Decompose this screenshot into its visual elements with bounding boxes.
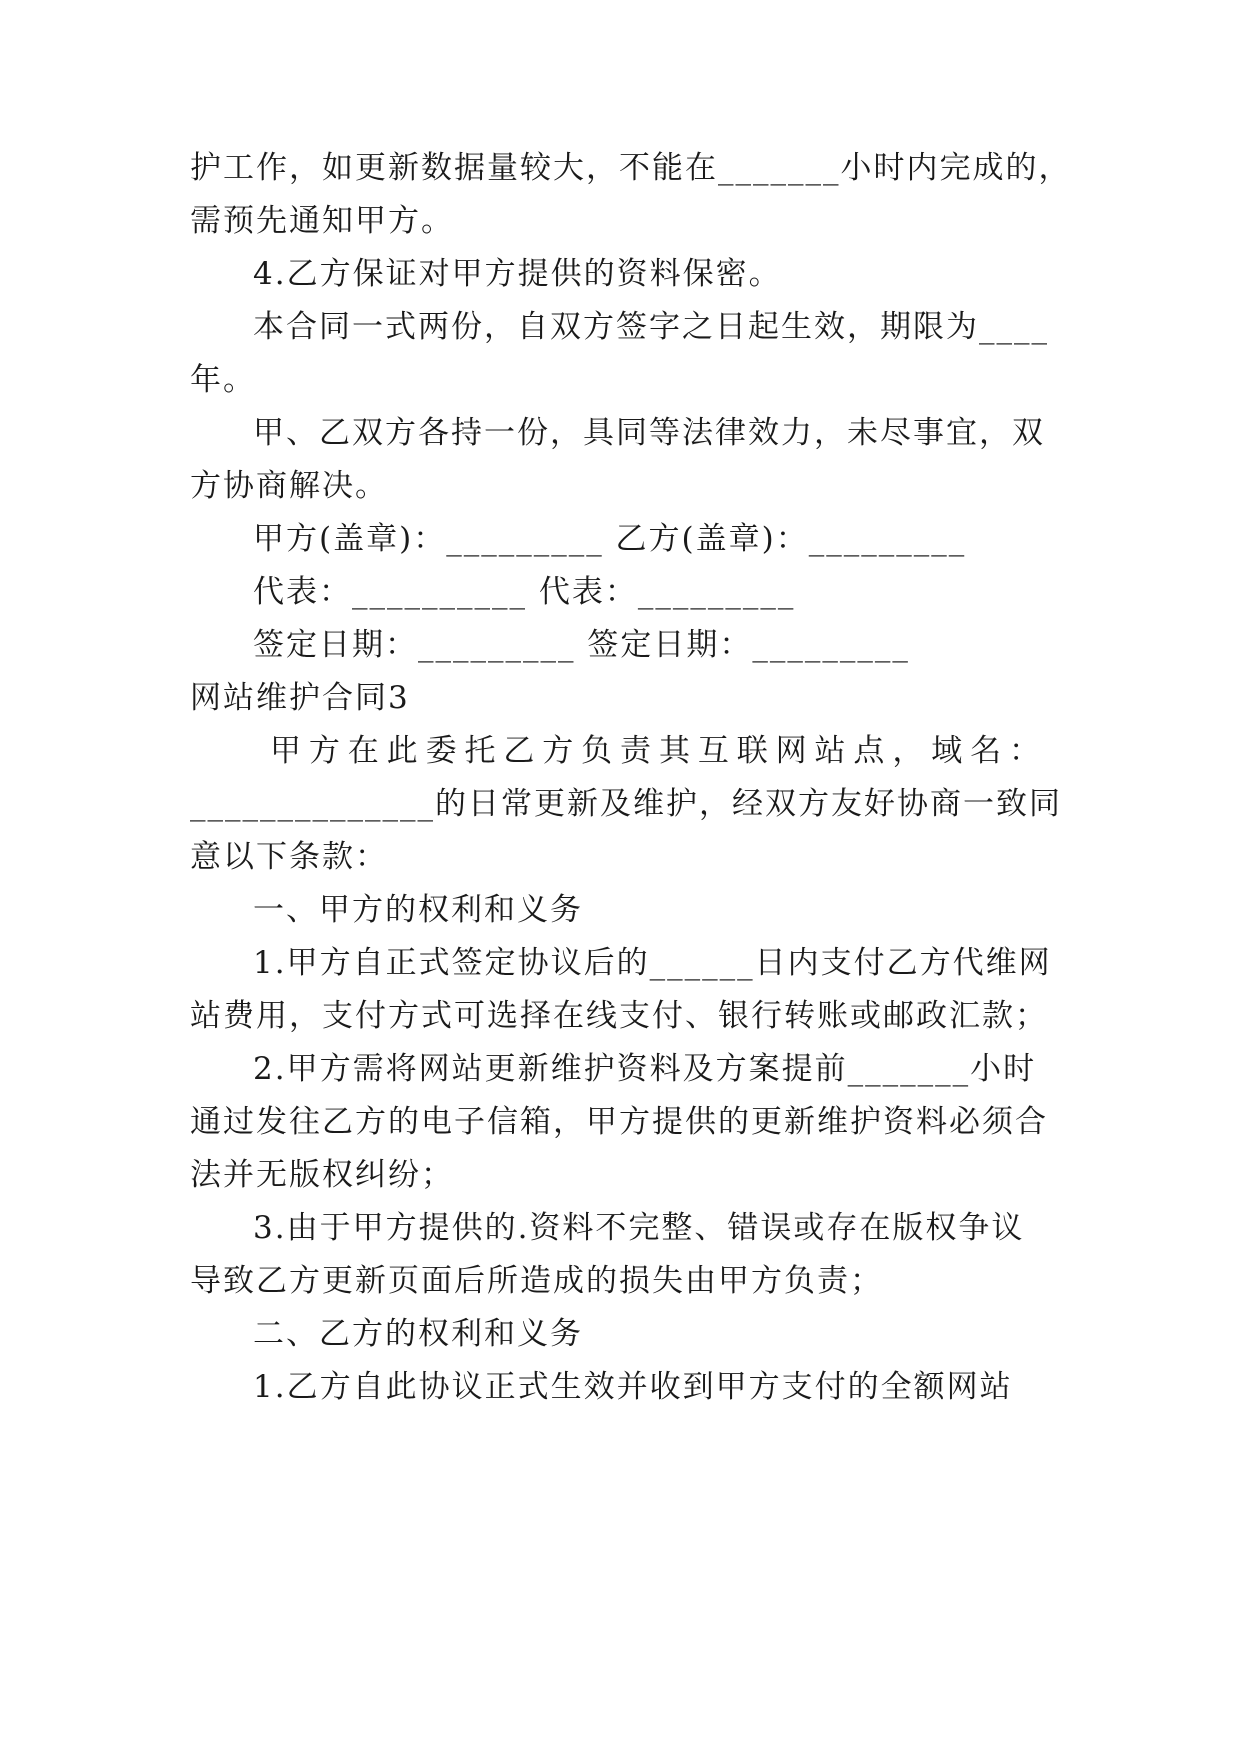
text-line: 4.乙方保证对甲方提供的资料保密。 xyxy=(253,256,782,292)
text-line: 本合同一式两份，自双方签字之日起生效，期限为____ xyxy=(253,309,1049,345)
text-line: 通过发往乙方的电子信箱，甲方提供的更新维护资料必须合 xyxy=(190,1104,1048,1140)
section-title: 网站维护合同3 xyxy=(190,680,410,716)
text-line: 站费用，支付方式可选择在线支付、银行转账或邮政汇款； xyxy=(190,998,1048,1034)
text-line: 甲、乙双方各持一份，具同等法律效力，未尽事宜，双 xyxy=(253,415,1045,451)
section-heading: 一、甲方的权利和义务 xyxy=(253,892,583,928)
section-heading: 二、乙方的权利和义务 xyxy=(253,1316,583,1352)
text-line: 需预先通知甲方。 xyxy=(190,203,454,239)
text-line: 年。 xyxy=(190,362,256,398)
text-line: 方协商解决。 xyxy=(190,468,388,504)
signature-line-seal: 甲方(盖章)：_________ 乙方(盖章)：_________ xyxy=(253,521,967,557)
text-line: 1.乙方自此协议正式生效并收到甲方支付的全额网站 xyxy=(253,1369,1013,1405)
signature-line-date: 签定日期：_________ 签定日期：_________ xyxy=(253,627,910,663)
text-line: 导致乙方更新页面后所造成的损失由甲方负责； xyxy=(190,1263,883,1299)
text-line: 1.甲方自正式签定协议后的______日内支付乙方代维网 xyxy=(253,945,1052,981)
text-line: ______________的日常更新及维护，经双方友好协商一致同 xyxy=(190,786,1062,822)
signature-line-representative: 代表：__________ 代表：_________ xyxy=(253,574,796,610)
text-line: 意以下条款： xyxy=(190,839,388,875)
text-line: 甲方在此委托乙方负责其互联网站点，域名： xyxy=(270,733,1040,769)
text-line: 3.由于甲方提供的.资料不完整、错误或存在版权争议 xyxy=(253,1210,1025,1246)
text-line: 法并无版权纠纷； xyxy=(190,1157,454,1193)
text-line: 护工作，如更新数据量较大，不能在_______小时内完成的， xyxy=(190,150,1072,186)
text-line: 2.甲方需将网站更新维护资料及方案提前_______小时 xyxy=(253,1051,1037,1087)
